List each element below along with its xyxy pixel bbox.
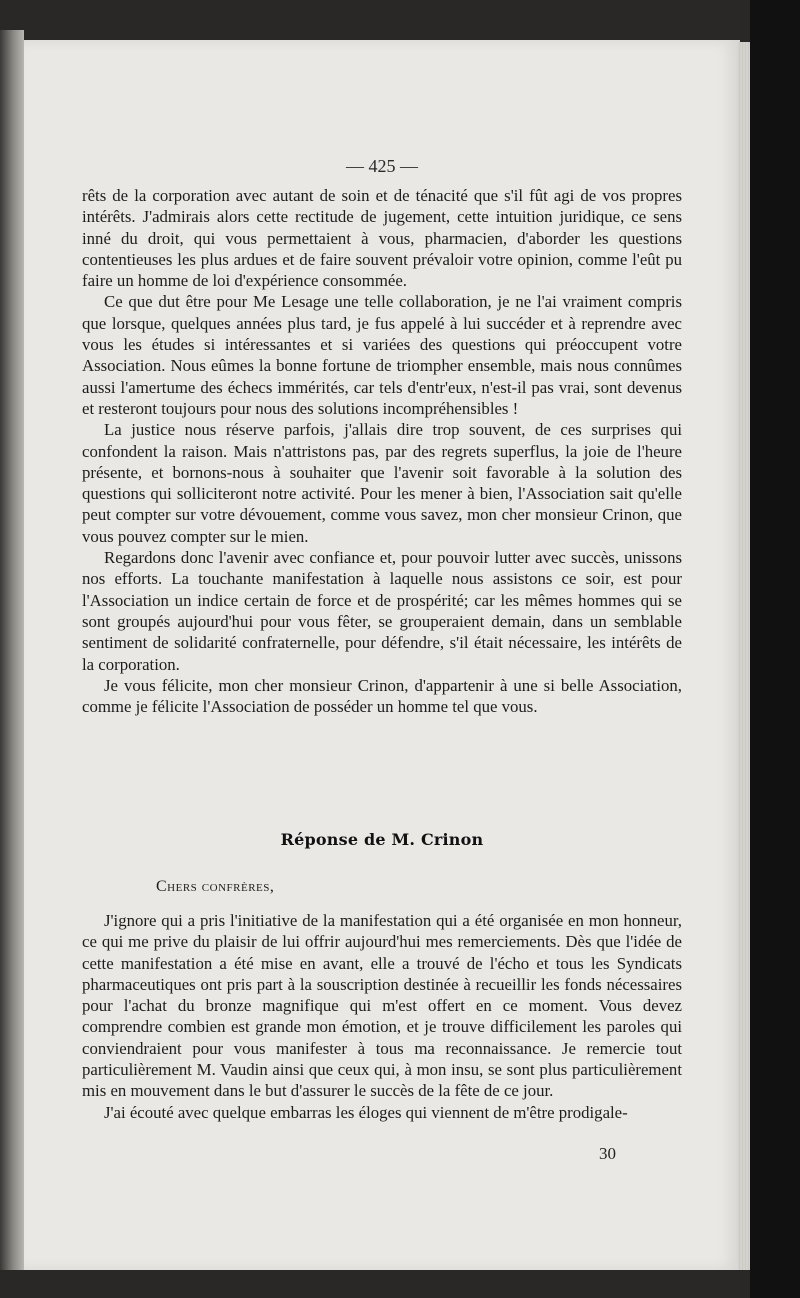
body-text-bottom — [82, 910, 682, 1123]
book-page — [24, 40, 740, 1270]
paragraph: Je vous félicite, mon cher monsieur Crinon, d'appartenir à une si belle Association, comme je félicite l'Association de posséder un homme tel que vous. — [82, 675, 682, 717]
paragraph: J'ignore qui a pris l'initiative de la manifestation qui a été organisée en mon honneur, ce qui me prive du plaisir de lui offrir aujourd'hui mes remerciements. Dès que l'idée de cette manifestation a été mise en avant, elle a trouvé de l'écho et tous les Syndicats pharmaceutiques ont pris part à la souscription destinée à recueillir les fonds nécessaires pour l'achat du bronze magnifique qui m'est offert en ce moment. Vous devez comprendre combien est grande mon émotion, et je trouve difficilement les paroles qui conviendraient pour vous manifester à tous ma reconnaissance. Je remercie tout particulièrement M. Vaudin ainsi que ceux qui, à mon insu, se sont plus particulièrement mis en mouvement dans le but d'assurer le succès de la fête de ce jour. — [82, 911, 682, 1101]
paragraph: J'ai écouté avec quelque embarras les éloges qui viennent de m'être prodigale- — [104, 1102, 628, 1122]
paragraph: La justice nous réserve parfois, j'allais dire trop souvent, de ces surprises qui confondent la raison. Mais n'attristons pas, par des regrets superflus, la joie de l'heure présente, et bornons-nous à souhaiter que l'avenir soit favorable à la solution des questions qui solliciteront notre activité. Pour les mener à bien, l'Association sait qu'elle peut compter sur votre dévouement, comme vous savez, mon cher monsieur Crinon, que vous pouvez compter sur le mien. — [82, 420, 682, 546]
page-number: — 425 — — [346, 156, 418, 176]
section-heading: Réponse de M. Crinon — [280, 830, 484, 849]
signature-mark: 30 — [599, 1144, 616, 1163]
salutation: Chers confrères, — [156, 878, 275, 895]
page-stack-edge — [738, 42, 750, 1270]
left-page-edge — [0, 30, 24, 1270]
body-text-top — [82, 185, 682, 717]
background-margin — [750, 0, 800, 1298]
paragraph: rêts de la corporation avec autant de soin et de ténacité que s'il fût agi de vos propres intérêts. J'admirais alors cette rectitude de jugement, cette intuition juridique, ce sens inné du droit, qui vous permettaient à vous, pharmacien, d'aborder les questions contentieuses les plus ardues et de faire souvent prévaloir votre opinion, comme l'eût pu faire un homme de loi d'expérience consommée. — [82, 186, 682, 291]
paragraph: Regardons donc l'avenir avec confiance et, pour pouvoir lutter avec succès, unissons nos efforts. La touchante manifestation à laquelle nous assistons ce soir, est pour l'Association un indice certain de force et de prospérité; car les mêmes hommes qui se sont groupés aujourd'hui pour vous fêter, se grouperaient demain, dans un semblable sentiment de solidarité confraternelle, pour défendre, s'il était nécessaire, les intérêts de la corporation. — [82, 548, 682, 674]
paragraph: Ce que dut être pour Me Lesage une telle collaboration, je ne l'ai vraiment compris que lorsque, quelques années plus tard, je fus appelé à lui succéder et à reprendre avec vous les études si intéressantes et si variées des questions qui préoccupent votre Association. Nous eûmes la bonne fortune de triompher ensemble, mais nous connûmes aussi l'amertume des échecs immérités, car tels d'entr'eux, n'est-il pas vrai, sont devenus et resteront toujours pour nous des solutions incompréhensibles ! — [82, 292, 682, 418]
